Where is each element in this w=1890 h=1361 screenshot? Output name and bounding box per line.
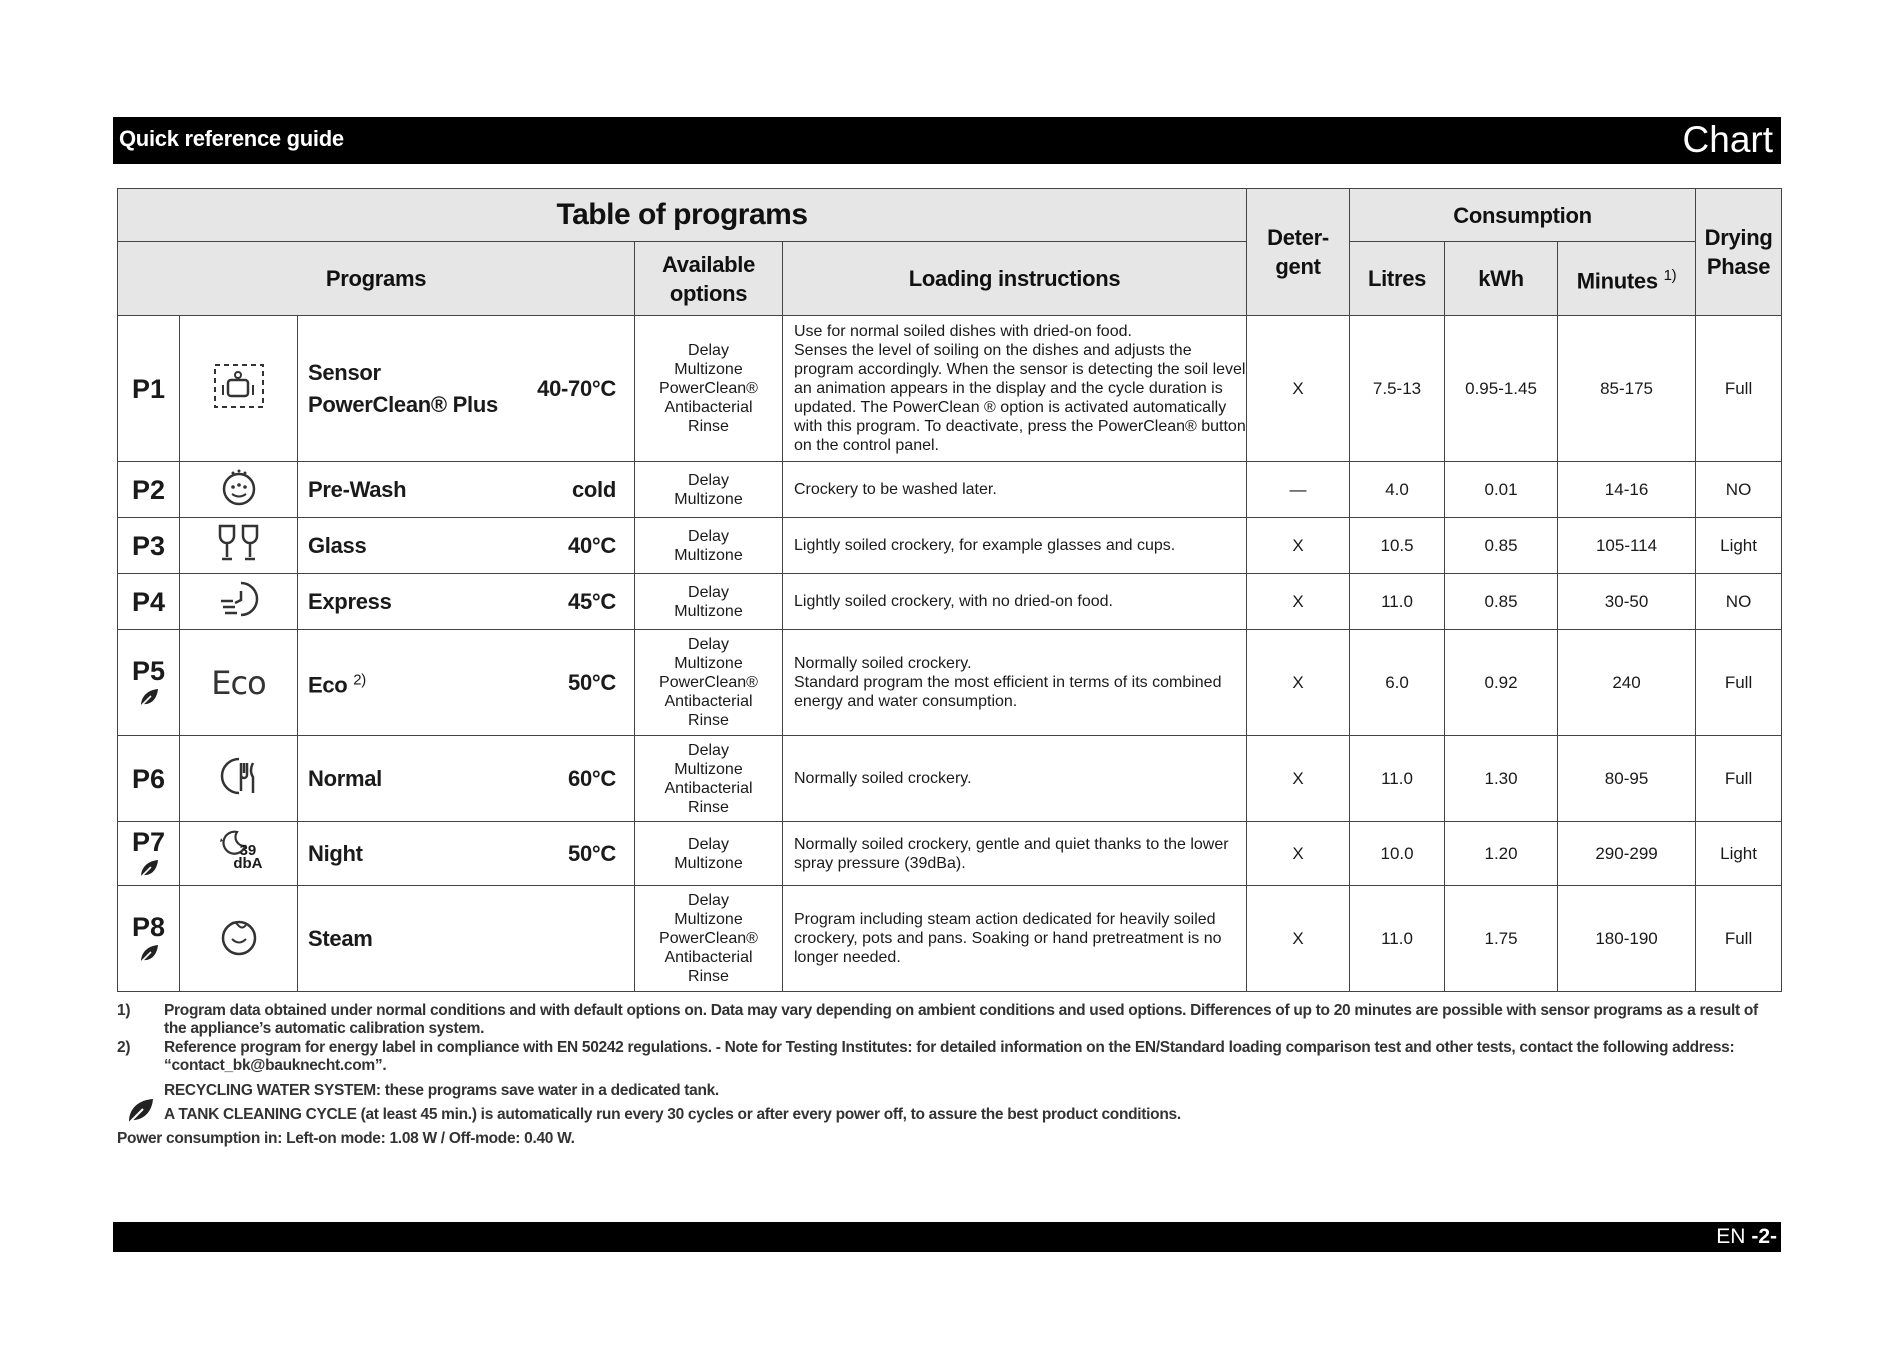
program-name <box>308 923 373 955</box>
minutes-cell: 240 <box>1558 630 1696 736</box>
program-code-cell <box>118 462 180 518</box>
program-name-line1: Glass <box>308 532 367 558</box>
detergent-cell: X <box>1247 316 1350 462</box>
program-code: P8 <box>131 911 166 942</box>
header-left-title: Quick reference guide <box>119 126 344 151</box>
options-cell: Delay Multizone <box>635 518 783 574</box>
normal-icon <box>217 784 261 801</box>
table-title: Table of programs <box>118 189 1247 242</box>
program-icon-cell <box>180 736 298 822</box>
footnote-2-number: 2) <box>117 1039 131 1056</box>
kwh-cell: 0.92 <box>1445 630 1558 736</box>
table-row <box>118 822 1782 886</box>
minutes-cell: 14-16 <box>1558 462 1696 518</box>
program-code: P7 <box>131 826 166 857</box>
program-name-line1: Express <box>308 588 392 614</box>
table-row <box>118 316 1782 462</box>
program-temperature: 40°C <box>568 532 616 558</box>
options-cell: Delay Multizone PowerClean® Antibacterial Rinse <box>635 886 783 992</box>
litres-cell: 10.5 <box>1350 518 1445 574</box>
kwh-cell: 1.75 <box>1445 886 1558 992</box>
program-code: P6 <box>131 763 166 794</box>
program-code-cell <box>118 630 180 736</box>
options-cell: Delay Multizone Antibacterial Rinse <box>635 736 783 822</box>
drying-cell: Light <box>1696 518 1782 574</box>
loading-cell: Normally soiled crockery. Standard program the most efficient in terms of its combined energy and water consumption. <box>783 630 1247 736</box>
program-name <box>308 664 366 701</box>
program-icon-cell <box>180 630 298 736</box>
program-name-cell <box>298 316 635 462</box>
minutes-cell: 180-190 <box>1558 886 1696 992</box>
eco-icon: Eco <box>211 663 266 702</box>
leaf-icon <box>118 687 179 709</box>
minutes-cell: 85-175 <box>1558 316 1696 462</box>
program-icon-cell <box>180 886 298 992</box>
col-loading: Loading instructions <box>783 242 1247 316</box>
litres-cell: 6.0 <box>1350 630 1445 736</box>
loading-cell: Normally soiled crockery. <box>783 736 1247 822</box>
program-name-cell <box>298 574 635 630</box>
program-name-cell <box>298 886 635 992</box>
program-name <box>308 838 363 870</box>
tank-text: A TANK CLEANING CYCLE (at least 45 min.) is automatically run every 30 cycles or after every power off, to assure the best product conditions. <box>164 1106 1181 1123</box>
program-name-cell <box>298 736 635 822</box>
litres-cell: 10.0 <box>1350 822 1445 886</box>
table-row <box>118 518 1782 574</box>
minutes-cell: 30-50 <box>1558 574 1696 630</box>
drying-cell: Light <box>1696 822 1782 886</box>
program-code-cell <box>118 822 180 886</box>
program-name-sup: 2) <box>353 670 367 688</box>
kwh-cell: 0.85 <box>1445 574 1558 630</box>
header-bar <box>113 117 1781 164</box>
kwh-cell: 1.30 <box>1445 736 1558 822</box>
program-temperature: 60°C <box>568 765 616 791</box>
drying-cell: Full <box>1696 736 1782 822</box>
footer-bar <box>113 1222 1781 1252</box>
program-temperature: 40-70°C <box>537 375 616 401</box>
program-icon-cell <box>180 822 298 886</box>
leaf-icon <box>118 858 179 880</box>
kwh-cell: 0.01 <box>1445 462 1558 518</box>
night-icon <box>215 828 263 874</box>
detergent-cell: X <box>1247 574 1350 630</box>
program-icon-cell <box>180 518 298 574</box>
col-options: Available options <box>635 242 783 316</box>
col-consumption: Consumption <box>1350 189 1696 242</box>
program-temperature: cold <box>571 476 616 502</box>
program-name-cell <box>298 462 635 518</box>
options-cell: Delay Multizone <box>635 574 783 630</box>
kwh-cell: 0.85 <box>1445 518 1558 574</box>
program-code: P4 <box>131 586 166 617</box>
detergent-cell: — <box>1247 462 1350 518</box>
options-cell: Delay Multizone <box>635 462 783 518</box>
loading-cell: Crockery to be washed later. <box>783 462 1247 518</box>
loading-cell: Lightly soiled crockery, with no dried-on food. <box>783 574 1247 630</box>
loading-cell: Program including steam action dedicated for heavily soiled crockery, pots and pans. Soaking or hand pretreatment is no longer needed. <box>783 886 1247 992</box>
col-minutes-sup: 1) <box>1663 267 1677 285</box>
program-name <box>308 474 406 506</box>
page-prefix: EN <box>1716 1225 1746 1248</box>
program-name-line1: Normal <box>308 765 382 791</box>
litres-cell: 4.0 <box>1350 462 1445 518</box>
options-cell: Delay Multizone PowerClean® Antibacterial Rinse <box>635 316 783 462</box>
program-code: P2 <box>131 474 166 505</box>
program-name-cell <box>298 518 635 574</box>
detergent-cell: X <box>1247 630 1350 736</box>
litres-cell: 11.0 <box>1350 574 1445 630</box>
power-text: Power consumption in: Left-on mode: 1.08 W / Off-mode: 0.40 W. <box>117 1130 575 1147</box>
program-name-line1: Steam <box>308 925 373 951</box>
footnote-1-text: Program data obtained under normal conditions and with default options on. Data may vary depending on ambient conditions and used options. Differences of up to 20 minutes are possible with sensor programs as a result of the appliance’s automatic calibration system. <box>164 1002 1758 1037</box>
detergent-cell: X <box>1247 886 1350 992</box>
steam-icon <box>218 944 260 961</box>
options-cell: Delay Multizone PowerClean® Antibacterial Rinse <box>635 630 783 736</box>
drying-cell: Full <box>1696 316 1782 462</box>
program-name-cell <box>298 630 635 736</box>
program-code-cell <box>118 316 180 462</box>
col-drying: Drying Phase <box>1696 189 1782 316</box>
detergent-cell: X <box>1247 736 1350 822</box>
options-cell: Delay Multizone <box>635 822 783 886</box>
table-row <box>118 886 1782 992</box>
table-row <box>118 736 1782 822</box>
program-code-cell <box>118 518 180 574</box>
program-name-line1: Night <box>308 840 363 866</box>
col-kwh: kWh <box>1445 242 1558 316</box>
litres-cell: 11.0 <box>1350 736 1445 822</box>
leaf-icon <box>118 943 179 965</box>
program-icon-cell <box>180 574 298 630</box>
glass-icon <box>216 550 262 567</box>
minutes-cell: 105-114 <box>1558 518 1696 574</box>
litres-cell: 11.0 <box>1350 886 1445 992</box>
page-number-value: -2- <box>1751 1225 1777 1248</box>
program-code-cell <box>118 736 180 822</box>
program-temperature: 45°C <box>568 588 616 614</box>
table-row <box>118 462 1782 518</box>
program-name-line2: PowerClean® Plus <box>308 391 498 417</box>
program-icon-cell <box>180 462 298 518</box>
program-code: P3 <box>131 530 166 561</box>
table-row <box>118 574 1782 630</box>
kwh-cell: 1.20 <box>1445 822 1558 886</box>
program-temperature: 50°C <box>568 669 616 695</box>
program-name-line1: Pre-Wash <box>308 476 407 502</box>
express-icon <box>217 606 261 623</box>
programs-table <box>117 188 1782 992</box>
drying-cell: NO <box>1696 462 1782 518</box>
night-icon-label: 39 dbA <box>233 842 263 872</box>
program-name <box>308 586 392 618</box>
sensor-powerclean-icon <box>213 396 265 413</box>
detergent-cell: X <box>1247 518 1350 574</box>
program-name-line1: Sensor <box>308 359 381 385</box>
program-name <box>308 530 366 562</box>
col-minutes-label: Minutes <box>1576 268 1658 294</box>
drying-cell: Full <box>1696 630 1782 736</box>
litres-cell: 7.5-13 <box>1350 316 1445 462</box>
col-detergent: Deter- gent <box>1247 189 1350 316</box>
program-name <box>308 763 382 795</box>
minutes-cell: 80-95 <box>1558 736 1696 822</box>
drying-cell: Full <box>1696 886 1782 992</box>
page-number <box>1716 1225 1777 1249</box>
col-minutes <box>1558 242 1696 316</box>
footnote-1-number: 1) <box>117 1002 131 1019</box>
header-right-title: Chart <box>1682 119 1773 160</box>
program-code: P5 <box>131 655 166 686</box>
leaf-icon <box>125 1096 155 1131</box>
table-row <box>118 630 1782 736</box>
loading-cell: Use for normal soiled dishes with dried-on food. Senses the level of soiling on the dishes and adjusts the program accordingly. When the sensor is detecting the soil level an animation appears in the display and the cycle duration is updated. The PowerClean ® option is activated automatically with this program. To deactivate, press the PowerClean® button on the control panel. <box>783 316 1247 462</box>
program-code-cell <box>118 574 180 630</box>
footnote-2-text: Reference program for energy label in compliance with EN 50242 regulations. - Note for Testing Institutes: for detailed information on the EN/Standard loading comparison test and other tests, contact the following address: “contact_bk@bauknecht.com”. <box>164 1039 1735 1074</box>
recycling-text: RECYCLING WATER SYSTEM: these programs save water in a dedicated tank. <box>164 1082 719 1099</box>
program-code: P1 <box>131 373 166 404</box>
drying-cell: NO <box>1696 574 1782 630</box>
program-temperature: 50°C <box>568 840 616 866</box>
col-litres: Litres <box>1350 242 1445 316</box>
loading-cell: Normally soiled crockery, gentle and quiet thanks to the lower spray pressure (39dBa). <box>783 822 1247 886</box>
kwh-cell: 0.95-1.45 <box>1445 316 1558 462</box>
program-name-cell <box>298 822 635 886</box>
minutes-cell: 290-299 <box>1558 822 1696 886</box>
program-icon-cell <box>180 316 298 462</box>
program-name <box>308 357 498 421</box>
col-programs: Programs <box>118 242 635 316</box>
prewash-icon <box>219 494 259 511</box>
loading-cell: Lightly soiled crockery, for example glasses and cups. <box>783 518 1247 574</box>
detergent-cell: X <box>1247 822 1350 886</box>
program-code-cell <box>118 886 180 992</box>
program-name-line1: Eco <box>308 672 348 698</box>
